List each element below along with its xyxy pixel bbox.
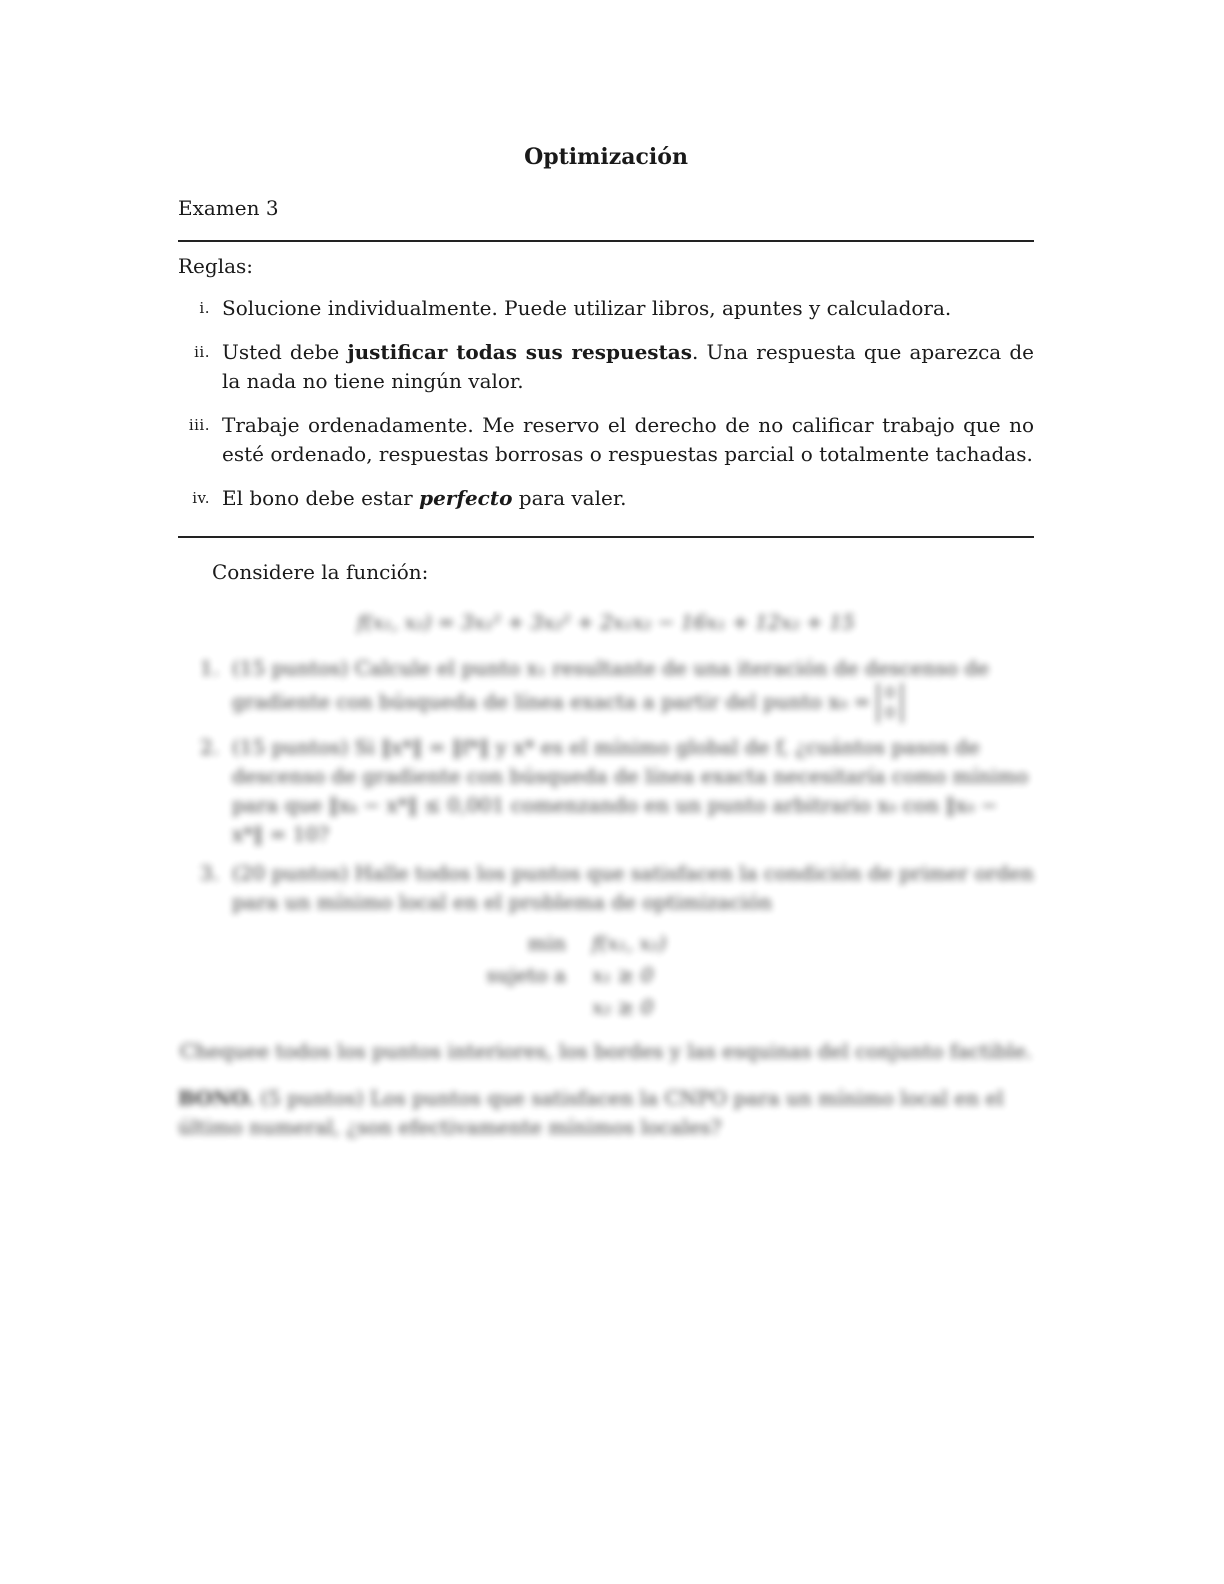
rule-number: iv.: [192, 489, 210, 507]
bonus-label: BONO.: [178, 1086, 255, 1110]
rule-text: Solucione individualmente. Puede utilizar libros, apuntes y calculadora.: [222, 296, 952, 320]
bonus-question: [178, 1084, 1034, 1142]
check-note: Chequee todos los puntos interiores, los bordes y las esquinas del conjunto factible.: [179, 1039, 1033, 1063]
vector-entry: 0: [884, 683, 896, 702]
function-formula: f(x₁, x₂) = 3x₁² + 3x₂² + 2x₁x₂ − 16x₁ + 12x₂ + 15: [357, 610, 855, 634]
problem-number: 3.: [200, 861, 220, 885]
top-divider: [178, 240, 1034, 242]
rule-text: Trabaje ordenadamente. Me reservo el derecho de no calificar trabajo que no esté ordenado, respuestas borrosas o respuestas parcial o totalmente tachadas.: [222, 413, 1034, 466]
rule-emphasis: perfecto: [419, 486, 513, 510]
blurred-problem-content: [178, 608, 1034, 1142]
problem-number: 1.: [200, 656, 220, 680]
rule-text: Usted debe: [222, 340, 348, 364]
problem-intro: Considere la función:: [212, 560, 429, 584]
vector-entry: 0: [884, 703, 896, 722]
opt-value: x₁ ≥ 0: [592, 963, 654, 987]
optimization-problem: [476, 929, 736, 1025]
rule-item: [178, 294, 1034, 323]
problem-text: (15 puntos) Calcule el punto x₁ resultante de una iteración de descenso de gradiente con búsqueda de línea exacta a partir del punto x₀ =: [232, 656, 990, 714]
problem-item: [178, 859, 1034, 917]
start-point-vector: [877, 683, 903, 723]
problem-item: [178, 733, 1034, 849]
opt-key: [476, 993, 592, 1025]
rule-item: [178, 484, 1034, 513]
problem-list: [178, 654, 1034, 917]
opt-row: [476, 929, 736, 961]
rules-label: Reglas:: [178, 254, 254, 278]
problem-item: [178, 654, 1034, 723]
opt-row: [476, 993, 736, 1025]
opt-value: f(x₁, x₂): [592, 931, 667, 955]
rule-item: [178, 338, 1034, 396]
opt-value: x₂ ≥ 0: [592, 995, 654, 1019]
rule-text: El bono debe estar: [222, 486, 420, 510]
rule-number: ii.: [194, 343, 210, 361]
bonus-text: (5 puntos) Los puntos que satisfacen la CNPO para un mínimo local en el último numeral, ¿son efectivamente mínimos locales?: [178, 1086, 1004, 1139]
rule-text: para valer.: [512, 486, 627, 510]
opt-key: sujeto a: [486, 963, 566, 987]
rule-item: [178, 411, 1034, 469]
opt-row: [476, 961, 736, 993]
problem-text: (20 puntos) Halle todos los puntos que satisfacen la condición de primer orden para un mínimo local en el problema de optimización: [232, 861, 1034, 914]
exam-page: [178, 140, 1034, 1142]
rule-number: iii.: [188, 416, 210, 434]
page-title: Optimización: [524, 144, 688, 170]
problem-text: (15 puntos) Si ‖x*‖ = ‖f*‖ y x* es el mínimo global de f, ¿cuántos pasos de descenso de gradiente con búsqueda de línea exacta necesitaría como mínimo para que ‖xₖ − x*‖ ≤ 0,001 comenzando en un punto arbitrario x₀ con ‖x₀ − x*‖ = 10?: [232, 735, 1029, 846]
bottom-divider: [178, 536, 1034, 538]
rules-list: [178, 294, 1034, 513]
problem-number: 2.: [200, 735, 220, 759]
rule-number: i.: [199, 299, 210, 317]
rule-text: . Una respuesta que aparezca de la nada no tiene ningún valor.: [222, 340, 1034, 393]
exam-subtitle: Examen 3: [178, 196, 279, 220]
rule-emphasis: justificar todas sus respuestas: [347, 340, 693, 364]
opt-key: min: [527, 931, 566, 955]
